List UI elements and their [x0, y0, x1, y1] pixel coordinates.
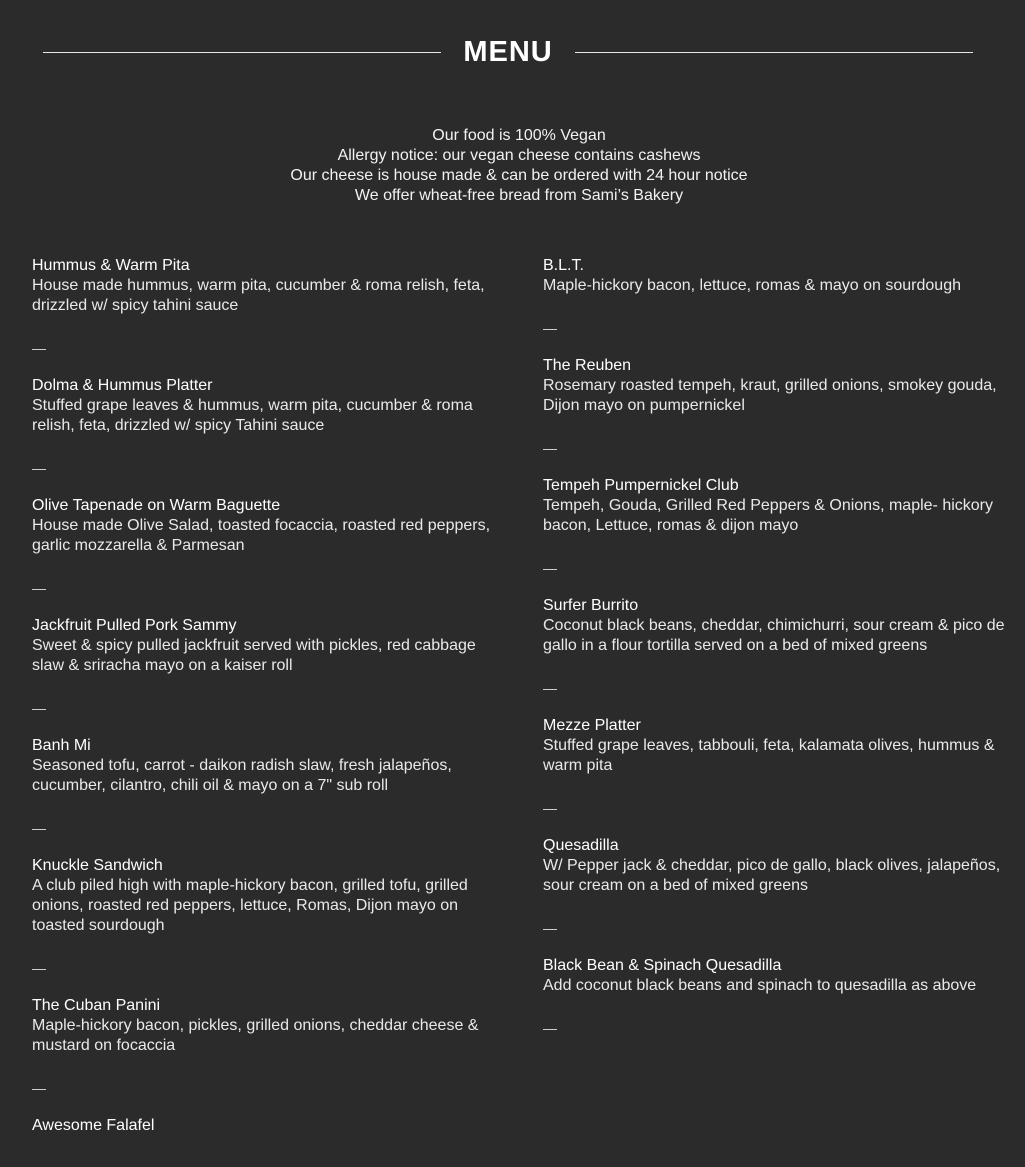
menu-item-separator: —: [32, 820, 46, 836]
menu-item-name: Olive Tapenade on Warm Baguette: [32, 497, 281, 514]
menu-column-left: [32, 256, 512, 1136]
menu-item-description: W/ Pepper jack & cheddar, pico de gallo, black olives, jalapeños, sour cream on a bed of mixed greens: [543, 857, 1001, 894]
notice-line: We offer wheat-free bread from Sami’s Bakery: [354, 187, 684, 204]
menu-item-name: Knuckle Sandwich: [32, 857, 163, 874]
menu-item-name: Mezze Platter: [543, 717, 641, 734]
menu-item-name: Hummus & Warm Pita: [32, 257, 190, 274]
menu-item-separator: —: [32, 580, 46, 596]
notice-line: Our food is 100% Vegan: [432, 127, 606, 144]
menu-item-description: A club piled high with maple-hickory bacon, grilled tofu, grilled onions, roasted red peppers, lettuce, Romas, Dijon mayo on toasted sourdough: [32, 877, 468, 934]
menu-item-separator: —: [543, 560, 557, 576]
menu-item: [543, 836, 1018, 936]
menu-column-right: [543, 256, 1018, 1056]
menu-item-description: House made Olive Salad, toasted focaccia, roasted red peppers, garlic mozzarella & Parmesan: [32, 517, 491, 554]
menu-item-name: Banh Mi: [32, 737, 91, 754]
menu-item-separator: —: [543, 800, 557, 816]
menu-item: [32, 376, 512, 476]
menu-item-name: Surfer Burrito: [543, 597, 639, 614]
menu-item-separator: —: [543, 320, 557, 336]
menu-item-separator: —: [32, 960, 46, 976]
menu-item-description: Seasoned tofu, carrot - daikon radish slaw, fresh jalapeños, cucumber, cilantro, chili oil & mayo on a 7" sub roll: [32, 757, 452, 794]
menu-item-name: Quesadilla: [543, 837, 619, 854]
menu-header: [43, 30, 973, 74]
menu-item-name: Black Bean & Spinach Quesadilla: [543, 957, 782, 974]
menu-item: [32, 496, 512, 596]
menu-item-separator: —: [543, 1020, 557, 1036]
menu-item: [32, 1116, 512, 1136]
menu-item: [543, 596, 1018, 696]
menu-item: [32, 256, 512, 356]
page-title: MENU: [463, 36, 553, 68]
menu-item-description: Stuffed grape leaves, tabbouli, feta, kalamata olives, hummus & warm pita: [543, 737, 995, 774]
menu-item-description: Sweet & spicy pulled jackfruit served with pickles, red cabbage slaw & sriracha mayo on a kaiser roll: [32, 637, 476, 674]
menu-item-name: Jackfruit Pulled Pork Sammy: [32, 617, 237, 634]
menu-item-separator: —: [32, 460, 46, 476]
menu-item-description: Tempeh, Gouda, Grilled Red Peppers & Onions, maple- hickory bacon, Lettuce, romas & dijon mayo: [543, 497, 993, 534]
menu-item-name: B.L.T.: [543, 257, 584, 274]
menu-item: [543, 356, 1018, 456]
menu-item-name: Tempeh Pumpernickel Club: [543, 477, 739, 494]
notice-line: Allergy notice: our vegan cheese contains cashews: [337, 147, 701, 164]
menu-item-description: Maple-hickory bacon, pickles, grilled onions, cheddar cheese & mustard on focaccia: [32, 1017, 479, 1054]
header-rule-left: [43, 52, 441, 53]
menu-item: [32, 996, 512, 1096]
menu-item-description: House made hummus, warm pita, cucumber & roma relish, feta, drizzled w/ spicy tahini sauce: [32, 277, 485, 314]
menu-item-separator: —: [543, 920, 557, 936]
header-rule-right: [575, 52, 973, 53]
notice-line: Our cheese is house made & can be ordered with 24 hour notice: [290, 167, 748, 184]
menu-item: [543, 256, 1018, 336]
menu-item-description: Add coconut black beans and spinach to quesadilla as above: [543, 977, 977, 994]
menu-item-name: Dolma & Hummus Platter: [32, 377, 213, 394]
menu-item: [32, 856, 512, 976]
menu-item: [543, 956, 1018, 1036]
menu-item-description: Maple-hickory bacon, lettuce, romas & mayo on sourdough: [543, 277, 961, 294]
notices: [0, 126, 1025, 206]
menu-item-name: Awesome Falafel: [32, 1117, 155, 1134]
menu-item-separator: —: [32, 700, 46, 716]
menu-item: [32, 736, 512, 836]
menu-item: [543, 716, 1018, 816]
menu-item-separator: —: [543, 680, 557, 696]
menu-item-description: Rosemary roasted tempeh, kraut, grilled onions, smokey gouda, Dijon mayo on pumpernickel: [543, 377, 997, 414]
menu-item-separator: —: [32, 340, 46, 356]
menu-item-name: The Reuben: [543, 357, 632, 374]
menu-item-name: The Cuban Panini: [32, 997, 161, 1014]
menu-item-separator: —: [32, 1080, 46, 1096]
menu-item-separator: —: [543, 440, 557, 456]
menu-item: [543, 476, 1018, 576]
menu-item: [32, 616, 512, 716]
menu-item-description: Coconut black beans, cheddar, chimichurri, sour cream & pico de gallo in a flour tortilla served on a bed of mixed greens: [543, 617, 1005, 654]
menu-item-description: Stuffed grape leaves & hummus, warm pita, cucumber & roma relish, feta, drizzled w/ spicy Tahini sauce: [32, 397, 473, 434]
